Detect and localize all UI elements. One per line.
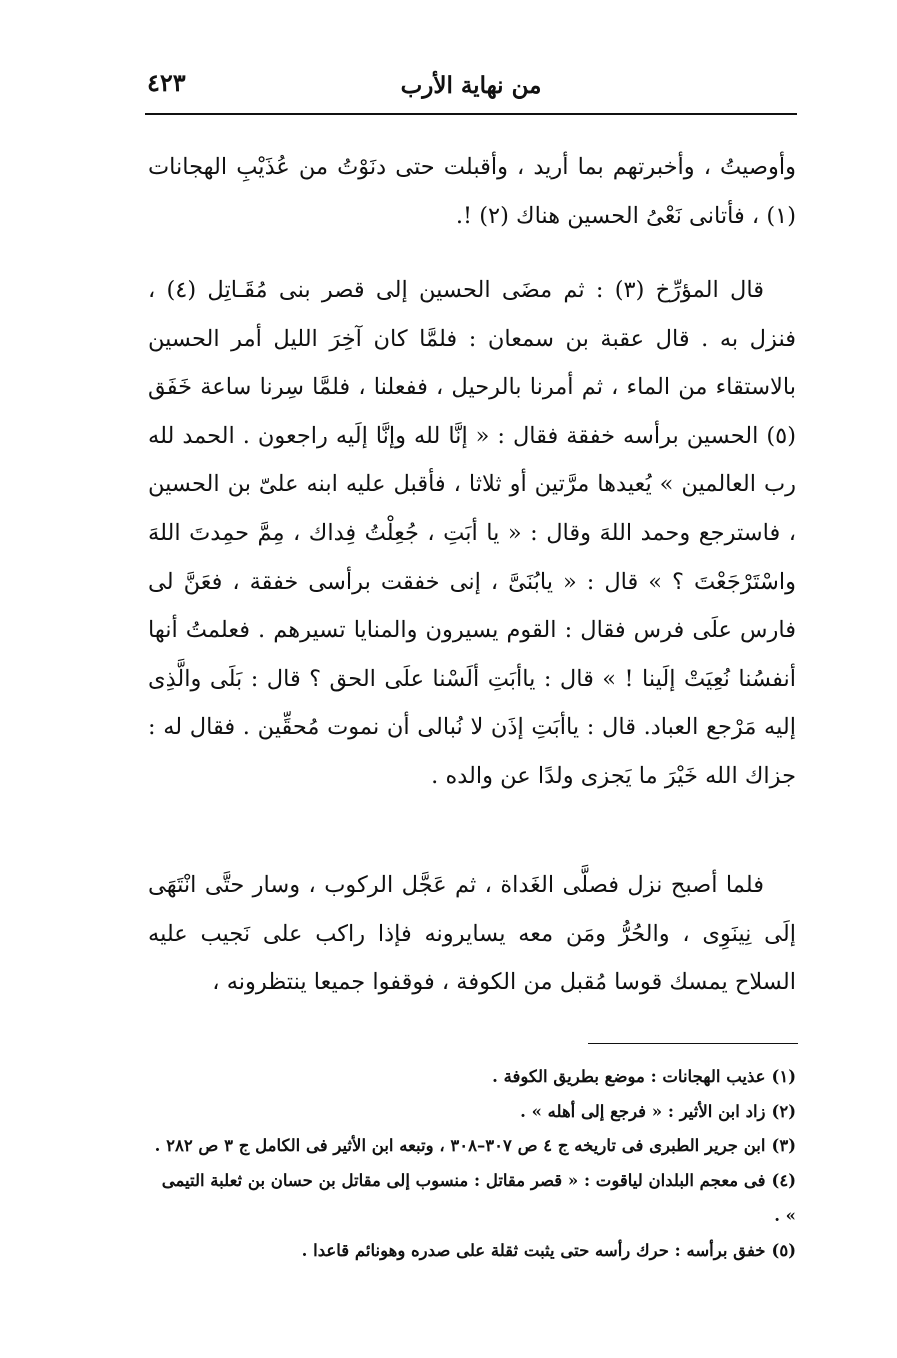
footnote-text: زاد ابن الأثير : « فرجع إلى أهله » .: [520, 1101, 766, 1121]
running-title: من نهاية الأرب: [400, 72, 542, 99]
footnote-number: (٢): [771, 1101, 796, 1121]
footnote-5: [148, 1234, 796, 1269]
footnote-text: عذيب الهجانات : موضع بطريق الكوفة .: [492, 1067, 766, 1086]
paragraph-1-text: وأوصيتُ ، وأخبرتهم بما أريد ، وأقبلت حتى دنَوْتُ من عُذَيْبِ الهجانات (١) ، فأتانى نَعْىُ الحسين هناك (٢) !.: [148, 154, 796, 229]
page-header: [145, 62, 797, 112]
footnote-text: خفق برأسه : حرك رأسه حتى يثبت ثقلة على صدره وهونائم قاعدا .: [301, 1240, 766, 1260]
footnote-4: [148, 1164, 796, 1233]
footnote-2: [148, 1095, 796, 1130]
footnote-number: (٤): [771, 1171, 796, 1191]
paragraph-2: [148, 266, 796, 801]
header-rule: [145, 113, 797, 115]
footnote-number: (٣): [771, 1136, 796, 1156]
footnote-1: [148, 1060, 796, 1095]
footnotes: [148, 1060, 796, 1268]
footnote-number: (١): [771, 1067, 796, 1086]
footnote-text: ابن جرير الطبرى فى تاريخه ج ٤ ص ٣٠٧–٣٠٨ ، وتبعه ابن الأثير فى الكامل ج ٣ ص ٢٨٢ .: [154, 1136, 766, 1156]
paragraph-1: [148, 143, 796, 240]
page-number: ٤٢٣: [147, 68, 186, 97]
footnote-rule: [588, 1043, 798, 1044]
paragraph-3-text: فلما أصبح نزل فصلَّى الغَداة ، ثم عَجَّل الركوب ، وسار حتَّى انْتَهَى إلَى نِينَوِى ، والحُرُّ ومَن معه يسايرونه فإذا راكب على نَجيب عليه السلاح يمسك قوسا مُقبل من الكوفة ، فوقفوا جميعا ينتظرونه ،: [148, 872, 796, 996]
footnote-number: (٥): [771, 1240, 796, 1260]
footnote-3: [148, 1129, 796, 1164]
paragraph-2-text: قال المؤرِّخ (٣) : ثم مضَى الحسين إلى قصر بنى مُقَـاتِل (٤) ، فنزل به . قال عقبة بن سمعان : فلمَّا كان آخِرَ الليل أمر الحسين بالاستقاء من الماء ، ثم أمرنا بالرحيل ، ففعلنا ، فلمَّا سِرنا ساعة خَفَق (٥) الحسين برأسه خفقة فقال : « إنَّا لله وإنَّا إلَيه راجعون . الحمد لله رب العالمين » يُعيدها مرَّتين أو ثلاثا ، فأقبل عليه ابنه علىّ بن الحسين ، فاسترجع وحمد اللهَ وقال : « يا أبَتِ ، جُعِلْتُ فِداك ، مِمَّ حمِدتَ اللهَ واسْتَرْجَعْتَ ؟ » قال : « يابُنَىَّ ، إنى خفقت برأسى خفقة ، فعَنَّ لى فارس علَى فرس فقال : القوم يسيرون والمنايا تسيرهم . فعلمتُ أنها أنفسُنا نُعِيَتْ إلَينا ! » قال : ياأبَتِ ألَسْنا علَى الحق ؟ قال : بَلَى والَّذِى إليه مَرْجع العباد. قال : ياأبَتِ إذَن لا نُبالى أن نموت مُحقِّين . فقال له : جزاك الله خَيْرَ ما يَجزى ولدًا عن والده .: [148, 277, 796, 789]
paragraph-3: [148, 861, 796, 1007]
footnote-text: فى معجم البلدان لياقوت : « قصر مقاتل : منسوب إلى مقاتل بن حسان بن ثعلبة التيمى » .: [161, 1171, 796, 1225]
